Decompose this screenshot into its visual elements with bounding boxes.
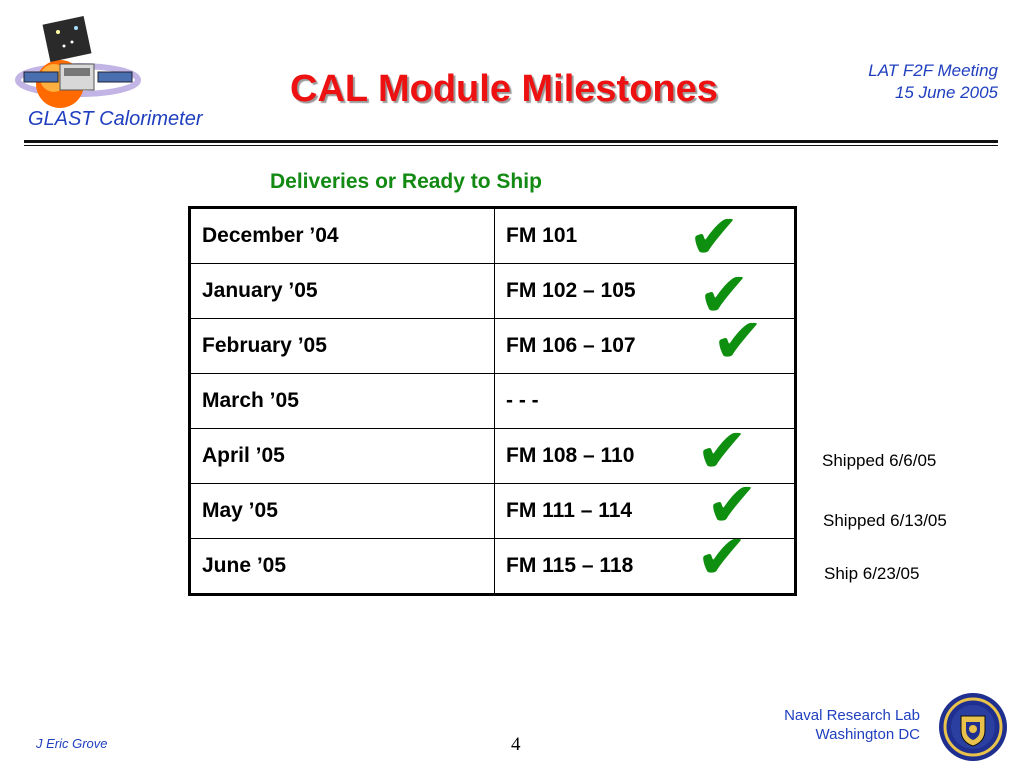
month-cell: December ’04 bbox=[190, 208, 495, 264]
check-mark-icon: ✔ bbox=[696, 520, 748, 593]
check-mark-icon: ✔ bbox=[696, 414, 748, 487]
check-mark-icon: ✔ bbox=[698, 258, 750, 331]
table-subtitle: Deliveries or Ready to Ship bbox=[270, 170, 542, 193]
modules-cell: FM 115 – 118 bbox=[495, 539, 796, 595]
modules-cell: FM 106 – 107 bbox=[495, 319, 796, 374]
glast-satellite-logo-icon bbox=[14, 14, 144, 112]
lab-name: Naval Research Lab bbox=[784, 707, 920, 724]
header-divider-thin bbox=[24, 145, 998, 146]
month-cell: January ’05 bbox=[190, 264, 495, 319]
slide-title: CAL Module Milestones bbox=[290, 68, 718, 110]
month-cell: March ’05 bbox=[190, 374, 495, 429]
check-mark-icon: ✔ bbox=[706, 468, 758, 541]
shipping-note: Shipped 6/6/05 bbox=[822, 451, 937, 470]
page-number: 4 bbox=[511, 734, 521, 755]
author: J Eric Grove bbox=[36, 736, 108, 751]
lab-info bbox=[784, 706, 920, 744]
nrl-seal-icon bbox=[938, 692, 1008, 762]
check-mark-icon: ✔ bbox=[712, 304, 764, 377]
modules-cell: FM 102 – 105 bbox=[495, 264, 796, 319]
shipping-note: Shipped 6/13/05 bbox=[823, 511, 947, 530]
header-divider bbox=[24, 140, 998, 143]
month-cell: April ’05 bbox=[190, 429, 495, 484]
month-cell: May ’05 bbox=[190, 484, 495, 539]
modules-cell: - - - bbox=[495, 374, 796, 429]
meeting-info bbox=[868, 60, 998, 104]
month-cell: June ’05 bbox=[190, 539, 495, 595]
modules-cell: FM 111 – 114 bbox=[495, 484, 796, 539]
lab-location: Washington DC bbox=[815, 726, 920, 743]
meeting-name: LAT F2F Meeting bbox=[868, 61, 998, 80]
modules-cell: FM 101 bbox=[495, 208, 796, 264]
modules-cell: FM 108 – 110 bbox=[495, 429, 796, 484]
check-mark-icon: ✔ bbox=[688, 200, 740, 273]
month-cell: February ’05 bbox=[190, 319, 495, 374]
shipping-note: Ship 6/23/05 bbox=[824, 564, 920, 583]
meeting-date: 15 June 2005 bbox=[894, 83, 998, 102]
org-name: GLAST Calorimeter bbox=[28, 108, 203, 130]
